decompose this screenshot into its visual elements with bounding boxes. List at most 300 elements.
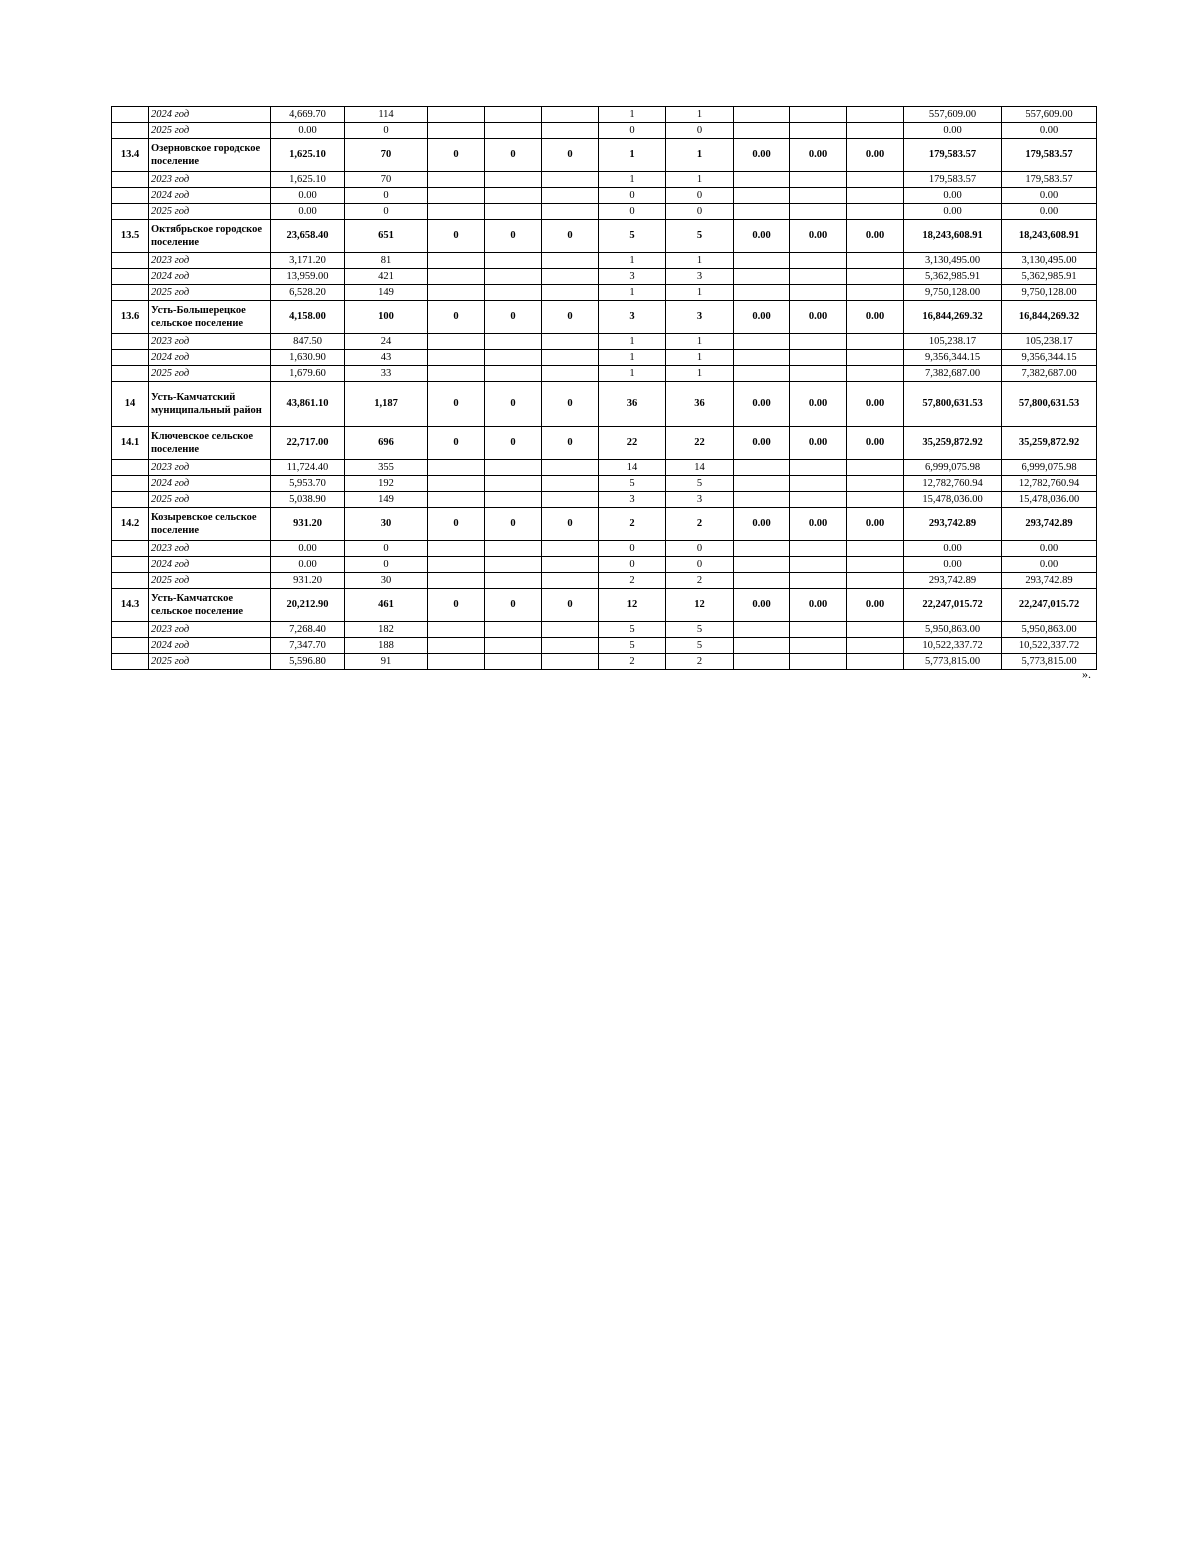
col-9-cell [790, 622, 847, 638]
table-row-summary [112, 382, 1097, 427]
area-cell: 931.20 [271, 573, 345, 589]
col-11-cell: 0.00 [904, 188, 1002, 204]
col-3-cell [428, 573, 485, 589]
col-11-cell: 7,382,687.00 [904, 366, 1002, 382]
col-5-cell [542, 204, 599, 220]
col-3-cell [428, 285, 485, 301]
row-number [112, 557, 149, 573]
area-cell: 5,038.90 [271, 492, 345, 508]
row-number [112, 492, 149, 508]
col-5-cell [542, 172, 599, 188]
col-5-cell [542, 107, 599, 123]
col-8-cell [734, 172, 790, 188]
residents-cell: 696 [345, 427, 428, 460]
table-row-year [112, 460, 1097, 476]
total-cell: 0.00 [1002, 188, 1097, 204]
col-10-cell [847, 107, 904, 123]
residents-cell: 30 [345, 573, 428, 589]
row-number [112, 123, 149, 139]
col-11-cell: 293,742.89 [904, 573, 1002, 589]
residents-cell: 0 [345, 123, 428, 139]
col-9-cell [790, 123, 847, 139]
residents-cell: 33 [345, 366, 428, 382]
col-7-cell: 0 [666, 188, 734, 204]
row-name: 2025 год [149, 654, 271, 670]
col-4-cell [485, 366, 542, 382]
col-7-cell: 2 [666, 654, 734, 670]
total-cell: 557,609.00 [1002, 107, 1097, 123]
col-4-cell [485, 638, 542, 654]
residents-cell: 81 [345, 253, 428, 269]
col-4-cell: 0 [485, 220, 542, 253]
area-cell: 0.00 [271, 188, 345, 204]
program-data-table [111, 106, 1097, 670]
col-10-cell: 0.00 [847, 382, 904, 427]
col-9-cell [790, 638, 847, 654]
col-8-cell [734, 492, 790, 508]
col-3-cell: 0 [428, 139, 485, 172]
col-5-cell [542, 123, 599, 139]
row-name: 2025 год [149, 492, 271, 508]
residents-cell: 1,187 [345, 382, 428, 427]
col-5-cell: 0 [542, 508, 599, 541]
col-11-cell: 10,522,337.72 [904, 638, 1002, 654]
col-7-cell: 2 [666, 508, 734, 541]
col-4-cell: 0 [485, 301, 542, 334]
row-name: Козыревское сельское поселение [149, 508, 271, 541]
col-4-cell: 0 [485, 508, 542, 541]
table-row-summary [112, 220, 1097, 253]
table-row-year [112, 107, 1097, 123]
col-6-cell: 36 [599, 382, 666, 427]
col-5-cell [542, 253, 599, 269]
row-number [112, 334, 149, 350]
col-7-cell: 5 [666, 622, 734, 638]
col-4-cell: 0 [485, 382, 542, 427]
col-3-cell [428, 557, 485, 573]
row-number [112, 172, 149, 188]
total-cell: 9,356,344.15 [1002, 350, 1097, 366]
col-11-cell: 0.00 [904, 123, 1002, 139]
col-3-cell [428, 654, 485, 670]
col-8-cell [734, 638, 790, 654]
row-name: Усть-Большерецкое сельское поселение [149, 301, 271, 334]
col-7-cell: 5 [666, 220, 734, 253]
row-number [112, 253, 149, 269]
table-row-year [112, 476, 1097, 492]
col-7-cell: 3 [666, 301, 734, 334]
col-4-cell [485, 188, 542, 204]
row-name: 2024 год [149, 638, 271, 654]
col-6-cell: 0 [599, 204, 666, 220]
col-5-cell: 0 [542, 301, 599, 334]
col-9-cell [790, 172, 847, 188]
table-row-year [112, 188, 1097, 204]
area-cell: 1,679.60 [271, 366, 345, 382]
col-9-cell [790, 557, 847, 573]
col-5-cell [542, 460, 599, 476]
row-name: Озерновское городское поселение [149, 139, 271, 172]
total-cell: 15,478,036.00 [1002, 492, 1097, 508]
row-number [112, 269, 149, 285]
table-row-summary [112, 139, 1097, 172]
col-10-cell [847, 253, 904, 269]
col-8-cell [734, 654, 790, 670]
area-cell: 4,158.00 [271, 301, 345, 334]
col-11-cell: 35,259,872.92 [904, 427, 1002, 460]
area-cell: 7,347.70 [271, 638, 345, 654]
total-cell: 22,247,015.72 [1002, 589, 1097, 622]
col-11-cell: 557,609.00 [904, 107, 1002, 123]
col-8-cell [734, 476, 790, 492]
col-8-cell [734, 366, 790, 382]
row-name: 2024 год [149, 188, 271, 204]
col-11-cell: 57,800,631.53 [904, 382, 1002, 427]
row-name: 2023 год [149, 460, 271, 476]
area-cell: 847.50 [271, 334, 345, 350]
col-6-cell: 5 [599, 476, 666, 492]
col-11-cell: 6,999,075.98 [904, 460, 1002, 476]
col-5-cell [542, 350, 599, 366]
col-3-cell [428, 492, 485, 508]
area-cell: 11,724.40 [271, 460, 345, 476]
row-name: 2024 год [149, 476, 271, 492]
col-10-cell [847, 460, 904, 476]
col-9-cell [790, 460, 847, 476]
area-cell: 4,669.70 [271, 107, 345, 123]
col-9-cell: 0.00 [790, 301, 847, 334]
col-10-cell [847, 204, 904, 220]
residents-cell: 0 [345, 204, 428, 220]
row-name: 2023 год [149, 622, 271, 638]
residents-cell: 114 [345, 107, 428, 123]
col-6-cell: 12 [599, 589, 666, 622]
residents-cell: 70 [345, 172, 428, 188]
col-3-cell [428, 188, 485, 204]
col-6-cell: 0 [599, 541, 666, 557]
residents-cell: 651 [345, 220, 428, 253]
row-number [112, 107, 149, 123]
col-11-cell: 293,742.89 [904, 508, 1002, 541]
col-4-cell [485, 285, 542, 301]
col-9-cell [790, 269, 847, 285]
col-3-cell [428, 350, 485, 366]
col-6-cell: 1 [599, 334, 666, 350]
residents-cell: 43 [345, 350, 428, 366]
col-6-cell: 0 [599, 123, 666, 139]
total-cell: 9,750,128.00 [1002, 285, 1097, 301]
col-6-cell: 2 [599, 573, 666, 589]
col-9-cell [790, 476, 847, 492]
col-7-cell: 1 [666, 285, 734, 301]
row-name: 2023 год [149, 253, 271, 269]
col-11-cell: 18,243,608.91 [904, 220, 1002, 253]
col-4-cell: 0 [485, 589, 542, 622]
table-row-year [112, 638, 1097, 654]
area-cell: 22,717.00 [271, 427, 345, 460]
col-11-cell: 16,844,269.32 [904, 301, 1002, 334]
col-5-cell [542, 541, 599, 557]
total-cell: 16,844,269.32 [1002, 301, 1097, 334]
total-cell: 3,130,495.00 [1002, 253, 1097, 269]
col-7-cell: 0 [666, 557, 734, 573]
col-5-cell: 0 [542, 139, 599, 172]
col-3-cell [428, 269, 485, 285]
table-row-year [112, 492, 1097, 508]
area-cell: 20,212.90 [271, 589, 345, 622]
residents-cell: 70 [345, 139, 428, 172]
col-8-cell [734, 573, 790, 589]
residents-cell: 149 [345, 285, 428, 301]
col-5-cell [542, 476, 599, 492]
col-5-cell [542, 492, 599, 508]
total-cell: 179,583.57 [1002, 172, 1097, 188]
row-number [112, 366, 149, 382]
col-7-cell: 1 [666, 107, 734, 123]
row-name: 2025 год [149, 573, 271, 589]
col-8-cell [734, 350, 790, 366]
col-9-cell [790, 334, 847, 350]
row-number [112, 350, 149, 366]
col-6-cell: 1 [599, 139, 666, 172]
col-4-cell [485, 350, 542, 366]
col-5-cell [542, 573, 599, 589]
row-name: Усть-Камчатское сельское поселение [149, 589, 271, 622]
col-7-cell: 22 [666, 427, 734, 460]
col-8-cell [734, 269, 790, 285]
total-cell: 12,782,760.94 [1002, 476, 1097, 492]
col-10-cell: 0.00 [847, 508, 904, 541]
col-6-cell: 0 [599, 557, 666, 573]
col-11-cell: 12,782,760.94 [904, 476, 1002, 492]
col-9-cell [790, 366, 847, 382]
col-8-cell: 0.00 [734, 301, 790, 334]
col-3-cell [428, 541, 485, 557]
col-4-cell: 0 [485, 427, 542, 460]
col-4-cell [485, 204, 542, 220]
col-6-cell: 5 [599, 220, 666, 253]
col-6-cell: 1 [599, 172, 666, 188]
col-5-cell [542, 188, 599, 204]
col-4-cell [485, 123, 542, 139]
col-4-cell [485, 541, 542, 557]
col-10-cell [847, 492, 904, 508]
col-10-cell [847, 285, 904, 301]
col-11-cell: 9,750,128.00 [904, 285, 1002, 301]
table-row-summary [112, 301, 1097, 334]
col-4-cell [485, 460, 542, 476]
col-11-cell: 0.00 [904, 541, 1002, 557]
col-10-cell: 0.00 [847, 220, 904, 253]
col-4-cell [485, 557, 542, 573]
col-11-cell: 22,247,015.72 [904, 589, 1002, 622]
col-11-cell: 179,583.57 [904, 139, 1002, 172]
col-6-cell: 5 [599, 622, 666, 638]
col-3-cell [428, 476, 485, 492]
col-5-cell [542, 557, 599, 573]
col-10-cell [847, 622, 904, 638]
col-8-cell [734, 460, 790, 476]
row-number: 14.3 [112, 589, 149, 622]
col-3-cell: 0 [428, 427, 485, 460]
row-name: 2023 год [149, 172, 271, 188]
col-8-cell [734, 204, 790, 220]
col-6-cell: 1 [599, 253, 666, 269]
col-7-cell: 2 [666, 573, 734, 589]
row-number: 14.1 [112, 427, 149, 460]
col-8-cell: 0.00 [734, 508, 790, 541]
col-11-cell: 0.00 [904, 557, 1002, 573]
total-cell: 18,243,608.91 [1002, 220, 1097, 253]
row-number [112, 622, 149, 638]
table-row-year [112, 172, 1097, 188]
col-3-cell [428, 334, 485, 350]
col-10-cell: 0.00 [847, 139, 904, 172]
col-9-cell: 0.00 [790, 508, 847, 541]
col-9-cell [790, 204, 847, 220]
row-number [112, 638, 149, 654]
col-7-cell: 1 [666, 172, 734, 188]
col-8-cell: 0.00 [734, 220, 790, 253]
residents-cell: 30 [345, 508, 428, 541]
table-row-summary [112, 508, 1097, 541]
col-9-cell [790, 107, 847, 123]
area-cell: 1,625.10 [271, 139, 345, 172]
col-7-cell: 1 [666, 139, 734, 172]
col-11-cell: 105,238.17 [904, 334, 1002, 350]
col-7-cell: 0 [666, 204, 734, 220]
col-3-cell: 0 [428, 301, 485, 334]
col-6-cell: 14 [599, 460, 666, 476]
col-6-cell: 1 [599, 366, 666, 382]
col-4-cell [485, 654, 542, 670]
col-9-cell [790, 654, 847, 670]
row-name: 2023 год [149, 541, 271, 557]
total-cell: 293,742.89 [1002, 573, 1097, 589]
col-9-cell [790, 541, 847, 557]
total-cell: 5,773,815.00 [1002, 654, 1097, 670]
col-9-cell [790, 253, 847, 269]
residents-cell: 0 [345, 188, 428, 204]
total-cell: 0.00 [1002, 557, 1097, 573]
total-cell: 0.00 [1002, 204, 1097, 220]
table-body [112, 107, 1097, 670]
table-row-year [112, 285, 1097, 301]
row-name: 2025 год [149, 204, 271, 220]
table-row-year [112, 204, 1097, 220]
col-10-cell [847, 334, 904, 350]
col-8-cell: 0.00 [734, 589, 790, 622]
table-row-year [112, 557, 1097, 573]
total-cell: 6,999,075.98 [1002, 460, 1097, 476]
col-10-cell [847, 188, 904, 204]
col-3-cell [428, 204, 485, 220]
area-cell: 1,630.90 [271, 350, 345, 366]
col-6-cell: 5 [599, 638, 666, 654]
row-name: Усть-Камчатский муниципальный район [149, 382, 271, 427]
col-8-cell [734, 188, 790, 204]
area-cell: 13,959.00 [271, 269, 345, 285]
col-10-cell [847, 269, 904, 285]
col-6-cell: 1 [599, 285, 666, 301]
col-6-cell: 22 [599, 427, 666, 460]
area-cell: 23,658.40 [271, 220, 345, 253]
col-10-cell [847, 350, 904, 366]
col-5-cell [542, 269, 599, 285]
col-4-cell [485, 492, 542, 508]
row-name: 2023 год [149, 334, 271, 350]
residents-cell: 355 [345, 460, 428, 476]
col-7-cell: 0 [666, 123, 734, 139]
table-row-summary [112, 589, 1097, 622]
col-10-cell [847, 573, 904, 589]
col-3-cell: 0 [428, 589, 485, 622]
total-cell: 293,742.89 [1002, 508, 1097, 541]
total-cell: 179,583.57 [1002, 139, 1097, 172]
table-row-summary [112, 427, 1097, 460]
col-8-cell: 0.00 [734, 139, 790, 172]
area-cell: 7,268.40 [271, 622, 345, 638]
residents-cell: 192 [345, 476, 428, 492]
total-cell: 105,238.17 [1002, 334, 1097, 350]
col-7-cell: 5 [666, 476, 734, 492]
col-3-cell [428, 253, 485, 269]
col-6-cell: 1 [599, 107, 666, 123]
row-number [112, 654, 149, 670]
col-11-cell: 179,583.57 [904, 172, 1002, 188]
row-number [112, 460, 149, 476]
col-5-cell: 0 [542, 589, 599, 622]
table-row-year [112, 253, 1097, 269]
total-cell: 0.00 [1002, 541, 1097, 557]
col-9-cell [790, 350, 847, 366]
col-9-cell [790, 285, 847, 301]
row-name: 2025 год [149, 285, 271, 301]
table-row-year [112, 269, 1097, 285]
row-number [112, 204, 149, 220]
col-5-cell [542, 622, 599, 638]
col-10-cell [847, 476, 904, 492]
total-cell: 5,950,863.00 [1002, 622, 1097, 638]
col-10-cell [847, 654, 904, 670]
row-name: 2024 год [149, 269, 271, 285]
col-9-cell: 0.00 [790, 427, 847, 460]
col-11-cell: 15,478,036.00 [904, 492, 1002, 508]
col-5-cell: 0 [542, 382, 599, 427]
row-name: 2025 год [149, 123, 271, 139]
col-4-cell [485, 269, 542, 285]
row-name: 2024 год [149, 557, 271, 573]
col-9-cell [790, 492, 847, 508]
residents-cell: 188 [345, 638, 428, 654]
col-3-cell [428, 172, 485, 188]
table-row-year [112, 541, 1097, 557]
col-11-cell: 5,950,863.00 [904, 622, 1002, 638]
col-8-cell [734, 334, 790, 350]
col-7-cell: 14 [666, 460, 734, 476]
col-8-cell: 0.00 [734, 427, 790, 460]
row-number: 14.2 [112, 508, 149, 541]
col-11-cell: 5,773,815.00 [904, 654, 1002, 670]
col-11-cell: 3,130,495.00 [904, 253, 1002, 269]
residents-cell: 461 [345, 589, 428, 622]
row-name: 2024 год [149, 350, 271, 366]
residents-cell: 24 [345, 334, 428, 350]
col-8-cell [734, 622, 790, 638]
col-4-cell [485, 334, 542, 350]
col-6-cell: 1 [599, 350, 666, 366]
col-9-cell: 0.00 [790, 589, 847, 622]
